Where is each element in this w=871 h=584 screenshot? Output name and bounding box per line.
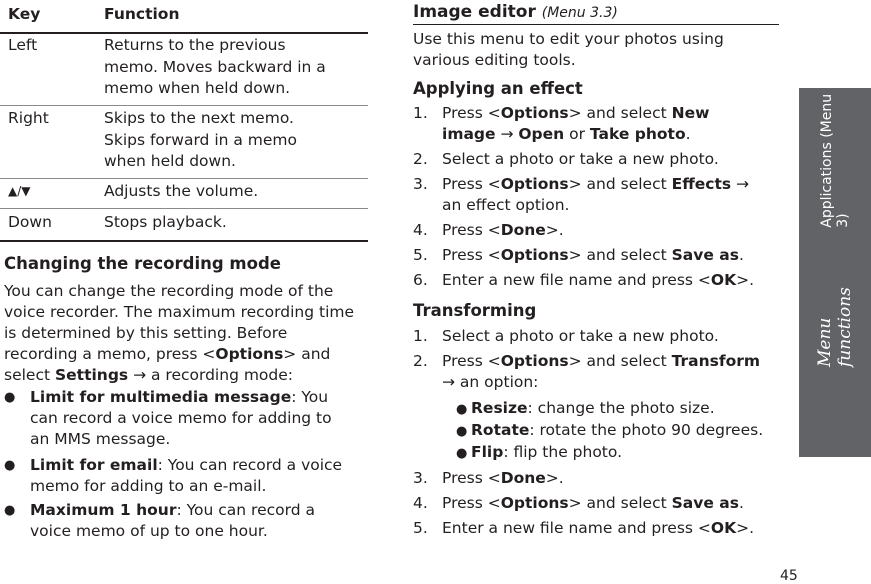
table-key-updown: ▲/▼ bbox=[8, 184, 31, 198]
table-key-left: Left bbox=[8, 36, 38, 54]
table-key-down: Down bbox=[8, 213, 52, 231]
table-function-right: Skips to the next memo. Skips forward in a memo when held down. bbox=[104, 109, 298, 170]
table-key-right: Right bbox=[8, 109, 49, 127]
section-heading-recording-mode: Changing the recording mode bbox=[4, 254, 281, 273]
sidebar-subsection: Applications (Menu 3) bbox=[819, 93, 851, 228]
bullet-icon: ● bbox=[4, 503, 16, 518]
table-row-rule bbox=[0, 208, 368, 209]
image-editor-intro: Use this menu to edit your photos using various editing tools. bbox=[413, 30, 724, 69]
list-item: 6. Enter a new file name and press <OK>. bbox=[413, 271, 755, 289]
list-item: 2. Select a photo or take a new photo. bbox=[413, 150, 719, 168]
table-row-rule bbox=[0, 105, 368, 106]
table-header-rule bbox=[0, 32, 368, 34]
table-header-key: Key bbox=[8, 5, 41, 23]
table-function-left: Returns to the previous memo. Moves backward in a memo when held down. bbox=[104, 36, 326, 97]
list-item: ● Flip: flip the photo. bbox=[456, 443, 623, 461]
list-item: 2. Press <Options> and select Transform → an option: bbox=[413, 352, 761, 391]
section-heading-transforming: Transforming bbox=[413, 301, 537, 320]
bullet-icon: ● bbox=[456, 446, 468, 461]
list-item: 3. Press <Done>. bbox=[413, 469, 564, 487]
recording-mode-paragraph: You can change the recording mode of the voice recorder. The maximum recording time is determined by this setting. Before recording a memo, press <Options> and select Settings → a recording mode: bbox=[4, 282, 355, 384]
page-title: Image editor (Menu 3.3) bbox=[413, 2, 618, 22]
table-function-down: Stops playback. bbox=[104, 213, 227, 231]
table-row-rule bbox=[0, 178, 368, 179]
list-item: 4. Press <Done>. bbox=[413, 221, 564, 239]
bullet-icon: ● bbox=[4, 390, 16, 405]
list-item: 5. Enter a new file name and press <OK>. bbox=[413, 519, 755, 537]
table-bottom-rule bbox=[0, 240, 368, 242]
list-item: 3. Press <Options> and select Effects → an effect option. bbox=[413, 175, 750, 214]
menu-number: (Menu 3.3) bbox=[541, 5, 618, 21]
bullet-icon: ● bbox=[456, 402, 468, 417]
bullet-icon: ● bbox=[4, 458, 16, 473]
page-number: 45 bbox=[780, 568, 798, 584]
table-function-updown: Adjusts the volume. bbox=[104, 182, 259, 200]
list-item: 5. Press <Options> and select Save as. bbox=[413, 246, 744, 264]
list-item: 1. Select a photo or take a new photo. bbox=[413, 327, 719, 345]
sidebar-section-title: Menu functions bbox=[815, 287, 855, 367]
list-item: ● Resize: change the photo size. bbox=[456, 399, 715, 417]
title-rule bbox=[413, 24, 779, 25]
section-sidebar-tab bbox=[799, 88, 871, 457]
list-item: 4. Press <Options> and select Save as. bbox=[413, 494, 744, 512]
list-item: ● Rotate: rotate the photo 90 degrees. bbox=[456, 421, 764, 439]
table-header-function: Function bbox=[104, 5, 180, 23]
bullet-icon: ● bbox=[456, 424, 468, 439]
section-heading-applying-effect: Applying an effect bbox=[413, 79, 583, 98]
list-item: 1. Press <Options> and select New image → Open or Take photo. bbox=[413, 104, 710, 143]
